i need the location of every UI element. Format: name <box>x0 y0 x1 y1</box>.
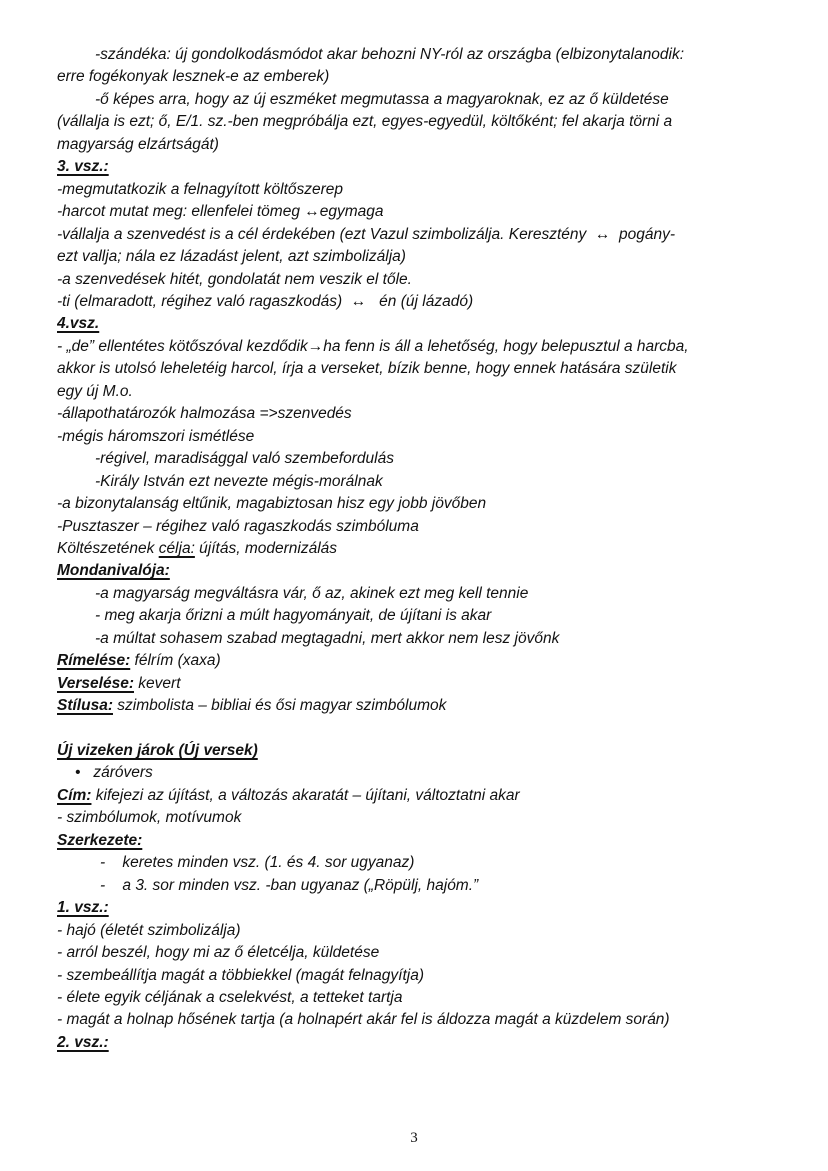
text-line <box>95 44 792 66</box>
text-line <box>57 358 792 380</box>
section-heading <box>57 1032 792 1054</box>
text-run: újítás, modernizálás <box>194 539 338 557</box>
text-line <box>57 134 792 156</box>
text-run: Szerkezete: <box>57 831 143 849</box>
text-run: - meg akarja őrizni a múlt hagyományait, de újítani is akar <box>95 607 492 625</box>
text-line <box>57 538 792 560</box>
text-run: -ti (elmaradott, régihez való ragaszkodás) ↔ én (új lázadó) <box>57 292 474 310</box>
text-line <box>95 628 792 650</box>
text-line <box>57 201 792 223</box>
text-line <box>57 965 792 987</box>
text-line <box>57 381 792 403</box>
text-run: 4.vsz. <box>57 315 100 333</box>
text-line <box>57 673 792 695</box>
text-run: kevert <box>134 674 181 692</box>
text-run: Verselése: <box>57 674 134 692</box>
text-run: Mondanivalója: <box>57 562 170 580</box>
page-number: 3 <box>410 1130 418 1146</box>
text-line <box>100 875 792 897</box>
text-line <box>57 336 792 358</box>
text-run: • záróvers <box>75 764 153 782</box>
text-run: - szembeállítja magát a többiekkel (magát felnagyítja) <box>57 966 425 984</box>
text-run: akkor is utolsó leheletéig harcol, írja a verseket, bízik benne, hogy ennek hatására születik <box>57 360 677 378</box>
text-run: célja: <box>158 539 195 557</box>
text-run: -ő képes arra, hogy az új eszméket megmutassa a magyaroknak, ez az ő küldetése <box>95 90 669 108</box>
section-heading <box>57 740 792 762</box>
text-line <box>75 762 792 784</box>
text-run: - magát a holnap hősének tartja (a holnapért akár fel is áldozza magát a küzdelem során) <box>57 1011 670 1029</box>
text-run: szimbolista – bibliai és ősi magyar szimbólumok <box>112 697 447 715</box>
text-line <box>95 448 792 470</box>
text-line <box>57 785 792 807</box>
section-heading <box>57 313 792 335</box>
text-run: -régivel, maradisággal való szembefordulás <box>95 450 394 468</box>
text-run: 1. vsz.: <box>57 899 109 917</box>
document-body <box>57 44 792 1054</box>
text-run: -állapothatározók halmozása =>szenvedés <box>57 405 352 423</box>
text-run: - élete egyik céljának a cselekvést, a tetteket tartja <box>57 989 403 1007</box>
text-run: - szimbólumok, motívumok <box>57 809 242 827</box>
text-run: Költészetének <box>57 539 159 557</box>
text-run: Stílusa: <box>57 697 113 715</box>
text-run: -szándéka: új gondolkodásmódot akar behozni NY-ról az országba (elbizonytalanodik: <box>95 46 685 63</box>
text-run: ezt vallja; nála ez lázadást jelent, azt szimbolizálja) <box>57 248 406 266</box>
text-run: -a magyarság megváltásra vár, ő az, akinek ezt meg kell tennie <box>95 584 529 602</box>
text-line <box>57 179 792 201</box>
text-run: -a múltat sohasem szabad megtagadni, mert akkor nem lesz jövőnk <box>95 629 560 647</box>
text-run: kifejezi az újítást, a változás akaratát – újítani, változtatni akar <box>91 786 520 804</box>
text-run: 3. vsz.: <box>57 158 109 176</box>
text-line <box>57 66 792 88</box>
text-run: - keretes minden vsz. (1. és 4. sor ugyanaz) <box>100 854 415 872</box>
text-run: - hajó (életét szimbolizálja) <box>57 921 241 939</box>
section-heading <box>57 560 792 582</box>
text-run: 2. vsz.: <box>57 1033 109 1051</box>
text-line <box>57 426 792 448</box>
text-line <box>95 583 792 605</box>
text-run: Rímelése: <box>57 652 131 670</box>
text-run: Cím: <box>57 786 92 804</box>
text-run: -a bizonytalanság eltűnik, magabiztosan hisz egy jobb jövőben <box>57 495 487 513</box>
text-line <box>57 493 792 515</box>
blank-line <box>57 718 792 740</box>
section-heading <box>57 156 792 178</box>
text-line <box>95 605 792 627</box>
text-line <box>57 807 792 829</box>
text-line <box>57 942 792 964</box>
text-line <box>57 516 792 538</box>
text-line <box>57 111 792 133</box>
text-run: magyarság elzártságát) <box>57 135 219 153</box>
text-run: -mégis háromszori ismétlése <box>57 427 255 445</box>
text-run: (vállalja is ezt; ő, E/1. sz.-ben megpróbálja ezt, egyes-egyedül, költőként; fel akarja törni a <box>57 113 673 131</box>
text-run: -Pusztaszer – régihez való ragaszkodás szimbóluma <box>57 517 419 535</box>
text-run: - „de” ellentétes kötőszóval kezdődik→ha fenn is áll a lehetőség, hogy belepusztul a harcba, <box>57 337 689 355</box>
text-run: Új vizeken járok (Új versek) <box>57 742 258 760</box>
text-run: - a 3. sor minden vsz. -ban ugyanaz („Röpülj, hajóm.” <box>100 876 479 894</box>
text-run: -megmutatkozik a felnagyított költőszerep <box>57 180 344 198</box>
text-line <box>57 224 792 246</box>
text-line <box>57 291 792 313</box>
section-heading <box>57 897 792 919</box>
text-line <box>57 246 792 268</box>
text-line <box>57 695 792 717</box>
text-line <box>57 269 792 291</box>
text-line <box>95 89 792 111</box>
text-line <box>57 1009 792 1031</box>
text-line <box>57 920 792 942</box>
text-run: egy új M.o. <box>57 382 133 400</box>
text-line <box>57 987 792 1009</box>
text-run: félrím (xaxa) <box>130 652 221 670</box>
text-run: -harcot mutat meg: ellenfelei tömeg ↔egymaga <box>57 203 384 221</box>
text-run: -a szenvedések hitét, gondolatát nem veszik el tőle. <box>57 270 412 288</box>
text-run: -Király István ezt nevezte mégis-morálnak <box>95 472 383 490</box>
text-line <box>57 650 792 672</box>
text-run: -vállalja a szenvedést is a cél érdekében (ezt Vazul szimbolizálja. Keresztény ↔ pogány- <box>57 225 676 243</box>
section-heading <box>57 830 792 852</box>
text-line <box>57 403 792 425</box>
text-line <box>100 852 792 874</box>
text-run: - arról beszél, hogy mi az ő életcélja, küldetése <box>57 944 380 962</box>
text-line <box>95 471 792 493</box>
text-run: erre fogékonyak lesznek-e az emberek) <box>57 68 330 86</box>
